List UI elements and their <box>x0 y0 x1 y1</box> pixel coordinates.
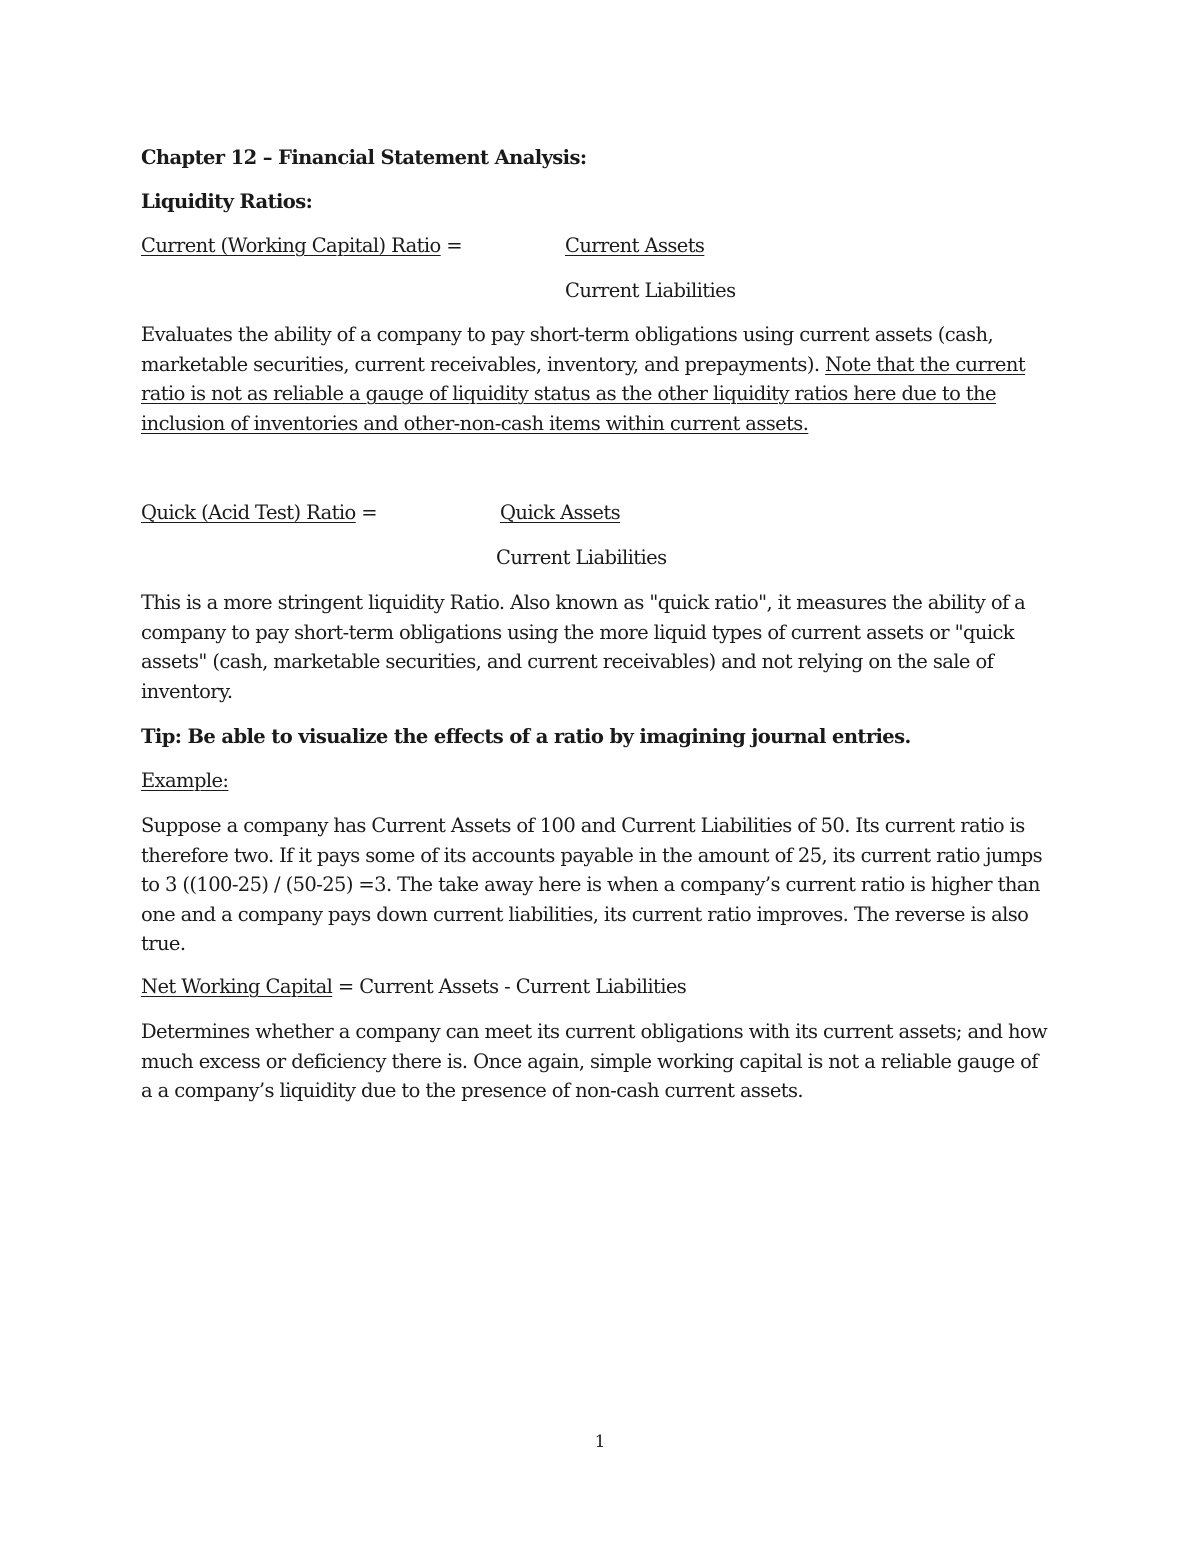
section-title: Liquidity Ratios: <box>141 190 313 213</box>
current-ratio-note: ratio is not as reliable a gauge of liquidity status as the other liquidity ratios here due to the <box>141 382 996 405</box>
example-line: one and a company pays down current liabilities, its current ratio improves. The reverse is also <box>141 902 1029 926</box>
quick-ratio-numerator: Quick Assets <box>500 501 620 524</box>
quick-ratio-desc-line: inventory. <box>141 679 233 703</box>
current-ratio-desc-line: Evaluates the ability of a company to pay short-term obligations using current assets (cash, <box>141 323 994 346</box>
current-ratio-desc-line: marketable securities, current receivables, inventory, and prepayments). <box>141 352 826 376</box>
quick-ratio-formula <box>141 498 377 528</box>
quick-ratio-desc-line: assets" (cash, marketable securities, and current receivables) and not relying on the sale of <box>141 650 994 673</box>
example-label: Example: <box>141 769 229 792</box>
nwc-desc-line: a a company’s liquidity due to the presence of non-cash current assets. <box>141 1079 803 1102</box>
document-page <box>141 0 1061 1553</box>
tip-text: Tip: Be able to visualize the effects of a ratio by imagining journal entries. <box>141 725 911 748</box>
quick-ratio-denominator: Current Liabilities <box>496 546 667 569</box>
quick-ratio-desc-line: This is a more stringent liquidity Ratio. Also known as "quick ratio", it measures the ability of a <box>141 591 1026 614</box>
current-ratio-formula <box>141 231 462 261</box>
quick-ratio-description <box>141 588 1061 706</box>
quick-ratio-equals: = <box>355 501 378 524</box>
current-ratio-label: Current (Working Capital) Ratio <box>141 234 441 257</box>
example-line: to 3 ((100-25) / (50-25) =3. The take away here is when a company’s current ratio is higher than <box>141 873 1040 896</box>
current-ratio-denominator: Current Liabilities <box>565 279 736 302</box>
current-ratio-numerator: Current Assets <box>565 234 705 257</box>
nwc-desc-line: Determines whether a company can meet its current obligations with its current assets; and how <box>141 1020 1048 1043</box>
example-paragraph <box>141 811 1061 959</box>
current-ratio-note: Note that the current <box>825 352 1026 376</box>
example-line: true. <box>141 932 186 955</box>
example-line: therefore two. If it pays some of its accounts payable in the amount of 25, its current ratio jumps <box>141 843 1043 867</box>
nwc-formula <box>141 972 686 1002</box>
nwc-formula-text: = Current Assets - Current Liabilities <box>332 975 687 998</box>
current-ratio-description <box>141 320 1061 438</box>
quick-ratio-desc-line: company to pay short-term obligations using the more liquid types of current assets or "quick <box>141 620 1015 644</box>
nwc-desc-line: much excess or deficiency there is. Once again, simple working capital is not a reliable gauge of <box>141 1049 1038 1073</box>
nwc-description <box>141 1017 1061 1106</box>
current-ratio-note: inclusion of inventories and other-non-cash items within current assets. <box>141 411 809 435</box>
example-line: Suppose a company has Current Assets of 100 and Current Liabilities of 50. Its current ratio is <box>141 814 1025 837</box>
current-ratio-equals: = <box>440 234 463 257</box>
chapter-title: Chapter 12 – Financial Statement Analysis: <box>141 146 587 169</box>
nwc-label: Net Working Capital <box>141 975 333 998</box>
current-ratio-desc-line-with-note <box>141 350 1061 380</box>
quick-ratio-label: Quick (Acid Test) Ratio <box>141 501 356 524</box>
page-number: 1 <box>594 1432 606 1452</box>
